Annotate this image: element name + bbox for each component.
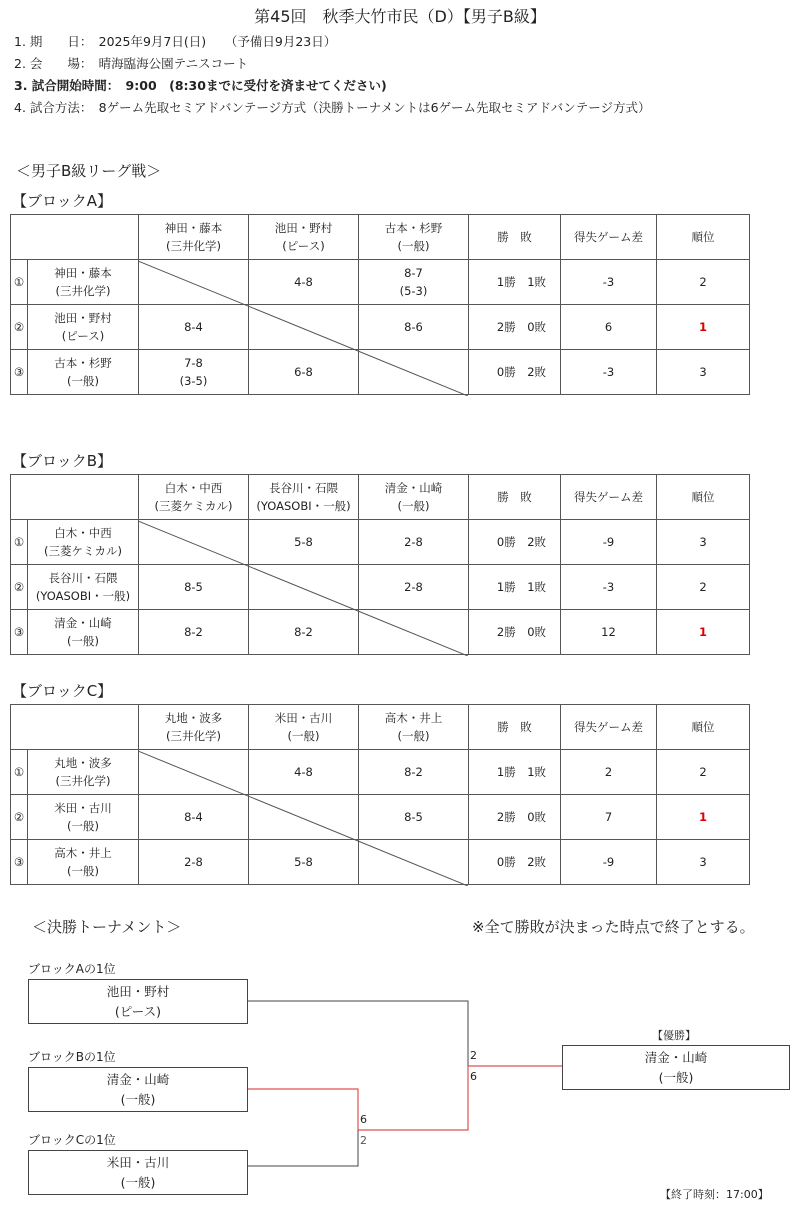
header-team-club: (一般): [397, 499, 430, 513]
final-score-a: 2: [470, 1049, 477, 1062]
tournament-heading: ＜決勝トーナメント＞: [32, 918, 182, 936]
end-time: 【終了時刻：17:00】: [660, 1188, 769, 1201]
row-number: ③: [11, 350, 28, 395]
entry-team: (一般): [120, 1091, 156, 1107]
bracket-line-c: [248, 1130, 358, 1166]
header-team-club: (YOASOBI・一般): [256, 499, 351, 513]
header-team-club: (三菱ケミカル): [154, 499, 233, 513]
diagonal-line: [138, 751, 468, 886]
block-a-title: 【ブロックA】: [12, 192, 112, 210]
info-method: 4. 試合方法： 8ゲーム先取セミアドバンテージ方式（決勝トーナメントは6ゲーム先取セミアドバンテージ方式）: [14, 100, 651, 115]
row-team-club: (一般): [67, 634, 99, 648]
row-number: ①: [11, 520, 28, 565]
header-team-name: 高木・井上: [384, 710, 443, 725]
score-cell: 2-8: [139, 840, 249, 885]
header-team-club: (ピース): [282, 239, 325, 253]
final-score-semi: 6: [470, 1070, 477, 1083]
row-number: ①: [11, 260, 28, 305]
score-cell: 8-5: [359, 795, 469, 840]
row-number: ②: [11, 305, 28, 350]
score-cell: 8-4: [139, 305, 249, 350]
row-team-name: 米田・古川: [54, 800, 112, 815]
row-number: ②: [11, 795, 28, 840]
score-cell: 2-8: [359, 520, 469, 565]
row-team-club: (ピース): [61, 329, 105, 343]
header-team-name: 清金・山崎: [384, 480, 443, 495]
score-cell: 8-6: [359, 305, 469, 350]
bracket-line-a: [248, 1001, 468, 1066]
score-cell: 8-2: [359, 750, 469, 795]
row-team-name: 古本・杉野: [54, 355, 112, 370]
entry-label-a: ブロックAの1位: [28, 962, 116, 976]
semi-score-c: 2: [360, 1134, 367, 1147]
entry-name: 池田・野村: [106, 983, 170, 999]
win-loss-cell: 1勝 1敗: [469, 260, 561, 305]
winner-box: [562, 1045, 790, 1090]
score-cell: 6-8: [249, 350, 359, 395]
score-main: 8-7 (5-3): [399, 265, 428, 298]
rank-cell: 1: [657, 305, 750, 350]
diagonal-stroke: [138, 261, 468, 396]
league-heading: ＜男子B級リーグ戦＞: [16, 162, 162, 180]
header-wl: 勝 敗: [469, 475, 561, 520]
score-cell: 2-8: [359, 565, 469, 610]
row-team-club: (三菱ケミカル): [44, 544, 122, 558]
header-team-name: 白木・中西: [164, 480, 223, 495]
header-team-name: 米田・古川: [274, 710, 333, 725]
game-diff-cell: -9: [561, 840, 657, 885]
game-diff-cell: 12: [561, 610, 657, 655]
winner-name: 清金・山崎: [644, 1049, 708, 1065]
game-diff-cell: -3: [561, 350, 657, 395]
bracket-line-semi-winner: [358, 1066, 468, 1130]
game-diff-cell: 7: [561, 795, 657, 840]
header-diff: 得失ゲーム差: [561, 705, 657, 750]
score-cell: 8-2: [139, 610, 249, 655]
row-team-name: 清金・山崎: [54, 615, 112, 630]
tournament-note: ※全て勝敗が決まった時点で終了とする。: [472, 918, 755, 936]
header-team-name: 丸地・波多: [164, 710, 223, 725]
win-loss-cell: 0勝 2敗: [469, 350, 561, 395]
header-wl: 勝 敗: [469, 705, 561, 750]
score-cell: 8-5: [139, 565, 249, 610]
game-diff-cell: 6: [561, 305, 657, 350]
header-wl: 勝 敗: [469, 215, 561, 260]
header-team-club: (三井化学): [166, 729, 221, 743]
entry-name: 米田・古川: [106, 1154, 170, 1170]
win-loss-cell: 1勝 1敗: [469, 750, 561, 795]
rank-cell: 2: [657, 565, 750, 610]
winner-label: 【優勝】: [652, 1029, 696, 1042]
header-diff: 得失ゲーム差: [561, 215, 657, 260]
header-rank: 順位: [657, 475, 750, 520]
win-loss-cell: 0勝 2敗: [469, 520, 561, 565]
row-team-name: 白木・中西: [54, 525, 112, 540]
win-loss-cell: 2勝 0敗: [469, 610, 561, 655]
header-diff: 得失ゲーム差: [561, 475, 657, 520]
score-main: 7-8 (3-5): [179, 355, 208, 388]
row-number: ③: [11, 610, 28, 655]
entry-name: 清金・山崎: [106, 1071, 170, 1087]
diagonal-line: [138, 521, 468, 656]
row-team-club: (一般): [67, 864, 99, 878]
score-cell: 8-4: [139, 795, 249, 840]
win-loss-cell: 1勝 1敗: [469, 565, 561, 610]
score-cell: 4-8: [249, 260, 359, 305]
rank-cell: 3: [657, 840, 750, 885]
header-team-name: 池田・野村: [274, 220, 333, 235]
diagonal-stroke: [138, 521, 468, 656]
entry-label-c: ブロックCの1位: [28, 1133, 116, 1147]
entry-team: (ピース): [114, 1003, 162, 1019]
rank-cell: 3: [657, 350, 750, 395]
header-team-club: (一般): [397, 729, 430, 743]
info-venue: 2. 会 場： 晴海臨海公園テニスコート: [14, 56, 249, 71]
row-team-club: (三井化学): [55, 774, 111, 788]
row-number: ①: [11, 750, 28, 795]
game-diff-cell: -3: [561, 260, 657, 305]
entry-team: (一般): [120, 1174, 156, 1190]
winner-team: (一般): [658, 1069, 694, 1085]
header-team-club: (一般): [397, 239, 430, 253]
header-rank: 順位: [657, 705, 750, 750]
row-team-name: 丸地・波多: [54, 755, 112, 770]
header-team-name: 神田・藤本: [164, 220, 223, 235]
score-cell: 4-8: [249, 750, 359, 795]
header-team-name: 古本・杉野: [384, 220, 443, 235]
row-team-club: (YOASOBI・一般): [35, 589, 131, 603]
header-team-name: 長谷川・石隈: [269, 480, 338, 495]
info-start-time: 3. 試合開始時間： 9:00 (8:30までに受付を済ませてください): [14, 78, 387, 93]
diagonal-line: [138, 261, 468, 396]
block-b-title: 【ブロックB】: [12, 452, 112, 470]
rank-cell: 3: [657, 520, 750, 565]
info-date: 1. 期 日： 2025年9月7日(日) （予備日9月23日）: [14, 34, 337, 49]
win-loss-cell: 0勝 2敗: [469, 840, 561, 885]
score-cell: 8-2: [249, 610, 359, 655]
row-team-club: (三井化学): [55, 284, 111, 298]
win-loss-cell: 2勝 0敗: [469, 305, 561, 350]
block-c-title: 【ブロックC】: [12, 682, 113, 700]
game-diff-cell: 2: [561, 750, 657, 795]
page-title: 第45回 秋季大竹市民（D）【男子B級】: [254, 7, 546, 26]
row-team-club: (一般): [67, 819, 99, 833]
row-number: ③: [11, 840, 28, 885]
row-team-name: 池田・野村: [54, 310, 112, 325]
row-number: ②: [11, 565, 28, 610]
row-team-name: 神田・藤本: [54, 265, 112, 280]
entry-label-b: ブロックBの1位: [28, 1050, 116, 1064]
rank-cell: 2: [657, 260, 750, 305]
header-rank: 順位: [657, 215, 750, 260]
score-cell: 5-8: [249, 840, 359, 885]
win-loss-cell: 2勝 0敗: [469, 795, 561, 840]
semi-score-b: 6: [360, 1113, 367, 1126]
game-diff-cell: -9: [561, 520, 657, 565]
row-team-club: (一般): [67, 374, 99, 388]
rank-cell: 2: [657, 750, 750, 795]
score-cell: 5-8: [249, 520, 359, 565]
rank-cell: 1: [657, 610, 750, 655]
row-team-name: 長谷川・石隈: [48, 570, 118, 585]
rank-cell: 1: [657, 795, 750, 840]
diagonal-stroke: [138, 751, 468, 886]
row-team-name: 高木・井上: [54, 845, 112, 860]
game-diff-cell: -3: [561, 565, 657, 610]
bracket-line-b: [248, 1089, 358, 1130]
header-team-club: (三井化学): [166, 239, 221, 253]
header-team-club: (一般): [287, 729, 320, 743]
